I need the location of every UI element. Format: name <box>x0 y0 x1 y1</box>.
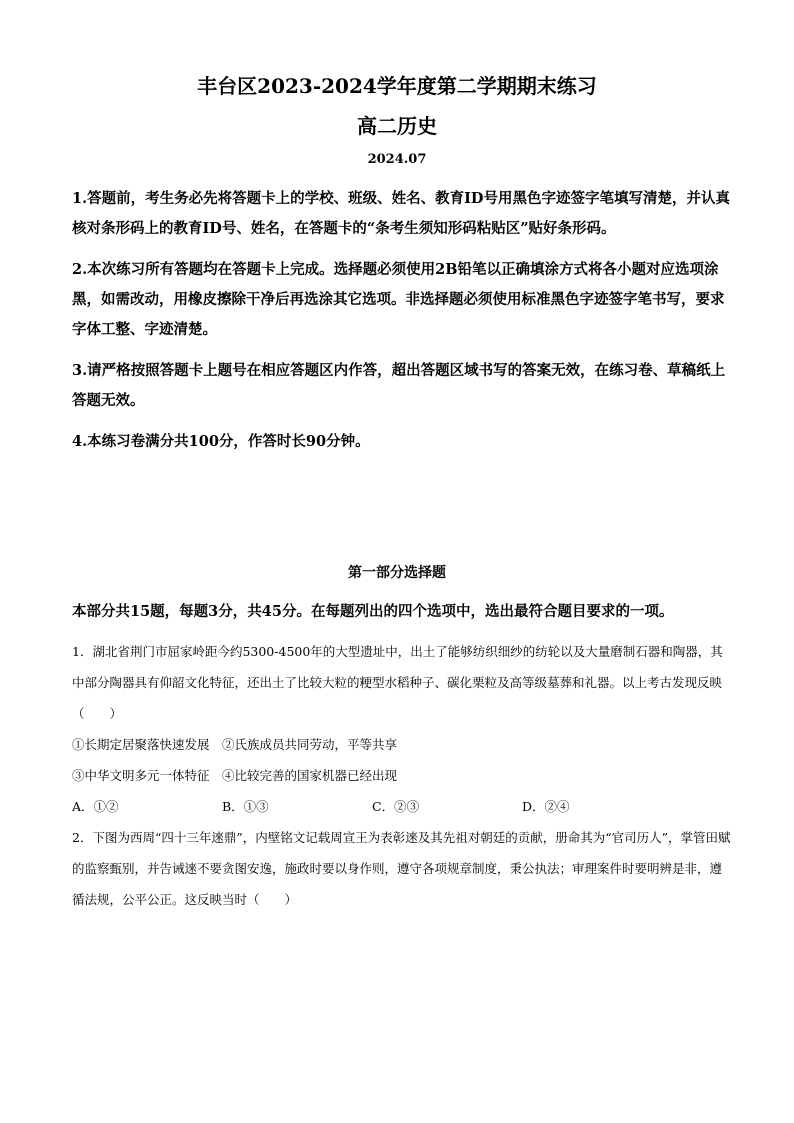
question-list <box>72 636 732 915</box>
option-a: A．①② <box>72 799 119 814</box>
instruction-item: 3.请严格按照答题卡上题号在相应答题区内作答，超出答题区域书写的答案无效，在练习卷、草稿纸上答题无效。 <box>72 362 726 409</box>
instruction-item: 2.本次练习所有答题均在答题卡上完成。选择题必须使用2B铅笔以正确填涂方式将各小题对应选项涂黑，如需改动，用橡皮擦除干净后再选涂其它选项。非选择题必须使用标准黑色字迹签字笔书写，要求字体工整、字迹清楚。 <box>72 261 725 338</box>
option-c: C．②③ <box>372 799 420 814</box>
exam-subject: 高二历史 <box>357 114 437 138</box>
instructions <box>72 184 732 468</box>
section-description: 本部分共15题，每题3分，共45分。在每题列出的四个选项中，选出最符合题目要求的一项。 <box>72 603 674 620</box>
question-1-stem: 1．湖北省荆门市屈家岭距今约5300-4500年的大型遗址中，出土了能够纺织细纱的纺轮以及大量磨制石器和陶器，其中部分陶器具有仰韶文化特征，还出土了比较大粒的粳型水稻种子、碳化栗粒及高等级墓葬和礼器。以上考古发现反映（ ） <box>72 644 723 721</box>
instruction-item: 1.答题前，考生务必先将答题卡上的学校、班级、姓名、教育ID号用黑色字迹签字笔填写清楚，并认真核对条形码上的教育ID号、姓名，在答题卡的“条考生须知形码粘贴区”贴好条形码。 <box>72 190 730 237</box>
question-2-stem: 2．下图为西周“四十三年逨鼎”，内壁铭文记载周宣王为表彰逨及其先祖对朝廷的贡献，册命其为“官司历人”，掌管田赋的监察甄别，并告诫逨不要贪图安逸，施政时要以身作则，遵守各项规章制度，秉公执法；审理案件时要明辨是非，遵循法规，公平公正。这反映当时（ ） <box>72 830 731 907</box>
option-d: D．②④ <box>522 799 570 814</box>
section-title: 第一部分选择题 <box>348 565 446 581</box>
question-1-statement: ③中华文明多元一体特征 ④比较完善的国家机器已经出现 <box>72 768 398 783</box>
exam-date: 2024.07 <box>367 152 427 167</box>
instruction-item: 4.本练习卷满分共100分，作答时长90分钟。 <box>72 433 370 450</box>
exam-title: 丰台区2023-2024学年度第二学期期末练习 <box>197 74 597 98</box>
question-1-options <box>72 791 672 822</box>
option-b: B．①③ <box>222 799 269 814</box>
question-1-statement: ①长期定居聚落快速发展 ②氏族成员共同劳动，平等共享 <box>72 737 398 752</box>
